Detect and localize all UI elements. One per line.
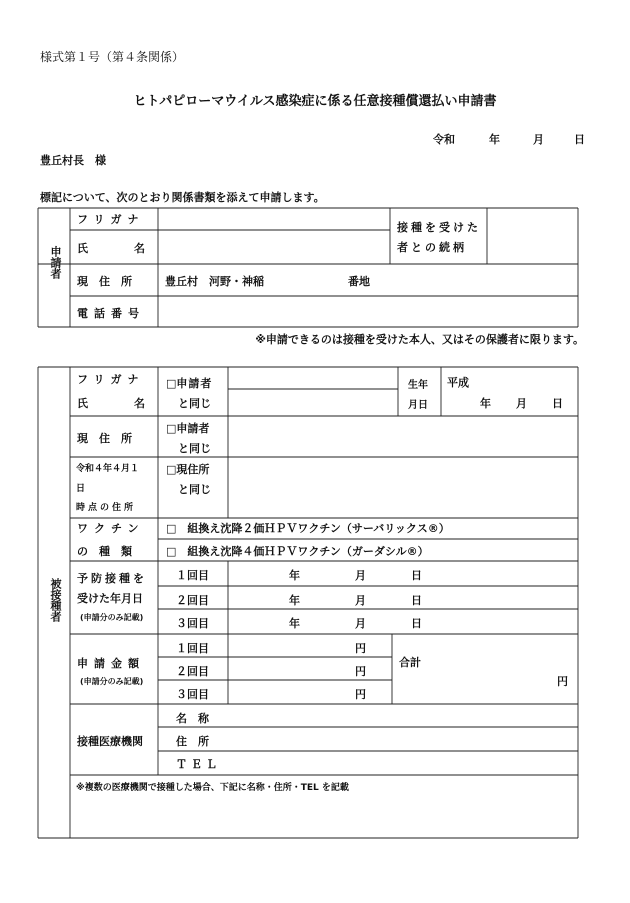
vaccine-option-quadrivalent[interactable]: □ 組換え沈降４価ＨＰＶワクチン（ガーダシル®） [166,545,429,558]
page-title: ヒトパピローマウイルス感染症に係る任意接種償還払い申請書 [133,94,497,109]
total-yen: 円 [557,675,568,688]
applicant-phone-label: 電話番号 [77,307,145,320]
clinic-tel-label: ＴＥＬ [176,758,221,771]
prev-address-same-line2: と同じ [178,483,211,496]
date-label-line2: 受けた年月日 [77,592,143,605]
intro-text: 標記について、次のとおり関係書類を添えて申請します。 [40,191,325,204]
dose-3-month: 月 [355,617,366,630]
birth-month: 月 [516,397,527,410]
vaccine-label-line2: の 種 類 [77,545,132,558]
dose-3-day: 日 [411,617,422,630]
birth-day: 日 [552,397,563,410]
applicant-address-suffix: 番地 [348,275,370,288]
applicant-address-prefix: 豊丘村 河野・神稲 [165,275,264,288]
recipient-address-label: 現 住 所 [77,432,132,445]
applicant-name-label: 氏 名 [77,242,153,255]
address-same-check[interactable]: □申請者 [166,422,210,435]
form-number: 様式第１号（第４条関係） [40,50,185,64]
same-as-applicant-check[interactable]: □申請者 [166,377,213,390]
checkbox-icon[interactable]: □ [166,463,177,476]
dose-2-amount-label: ２回目 [176,665,209,678]
date-label-line1: 予防接種を [77,572,147,585]
relation-label-line2: 者との続柄 [397,241,467,254]
relation-label-line1: 接種を受けた [397,221,481,234]
applicant-section-label: 申請者 [49,246,62,279]
date-era: 令和 [433,133,455,146]
clinic-name-label: 名 称 [176,712,209,725]
amount-label: 申請金額 [77,657,145,670]
dose-2-day: 日 [411,594,422,607]
dose-1-date-label: １回目 [176,569,209,582]
dose-2-date-label: ２回目 [176,594,209,607]
dose-1-month: 月 [355,569,366,582]
total-label: 合計 [399,656,421,669]
vaccine-label-line1: ワクチン [77,522,145,535]
date-day: 日 [574,133,585,146]
applicant-furigana-label: フリガナ [77,213,145,226]
dose-3-year: 年 [289,617,300,630]
date-month: 月 [533,133,544,146]
clinic-label: 接種医療機関 [77,735,143,748]
birth-year: 年 [480,397,491,410]
birth-era: 平成 [447,376,469,389]
dose-1-amount-label: １回目 [176,642,209,655]
prev-address-label-line2: 日 [76,484,86,494]
dose-2-yen: 円 [355,665,366,678]
checkbox-icon[interactable]: □ [166,377,177,390]
dose-2-month: 月 [355,594,366,607]
recipient-name-label: 氏 名 [77,397,153,410]
checkbox-icon[interactable]: □ [166,422,177,435]
dose-1-day: 日 [411,569,422,582]
applicant-address-label: 現 住 所 [77,275,132,288]
address-same-line2: と同じ [178,442,211,455]
multi-clinic-note: ※複数の医療機関で接種した場合、下記に名称・住所・TEL を記載 [76,783,349,793]
vaccine-option-bivalent[interactable]: □ 組換え沈降２価ＨＰＶワクチン（サーバリックス®） [166,522,450,535]
prev-address-same-check[interactable]: □現住所 [166,463,210,476]
prev-address-label-line1: 令和４年４月１ [76,464,140,474]
dose-1-yen: 円 [355,642,366,655]
amount-note: (申請分のみ記載) [80,677,144,686]
recipient-section-label: 被接種者 [49,578,62,622]
clinic-address-label: 住 所 [176,735,209,748]
prev-address-label-line3: 時点の住所 [76,503,137,513]
dose-3-yen: 円 [355,688,366,701]
dose-1-year: 年 [289,569,300,582]
applicant-note: ※申請できるのは接種を受けた本人、又はその保護者に限ります。 [255,333,584,346]
recipient-furigana-label: フリガナ [77,373,145,386]
dose-3-date-label: ３回目 [176,617,209,630]
date-label-note: (申請分のみ記載) [80,613,144,622]
addressee: 豊丘村長 様 [40,154,106,167]
same-as-applicant-line2: と同じ [178,397,211,410]
dose-2-year: 年 [289,594,300,607]
date-year: 年 [489,133,500,146]
birth-label-line1: 生年 [408,380,428,391]
dose-3-amount-label: ３回目 [176,688,209,701]
birth-label-line2: 月日 [408,400,428,411]
